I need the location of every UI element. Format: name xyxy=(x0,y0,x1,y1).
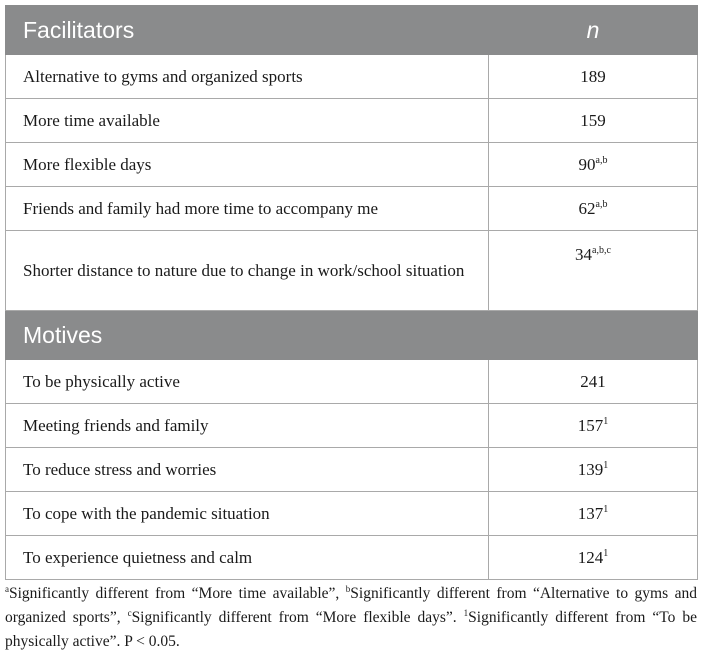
row-value: $139^1$ xyxy=(489,448,698,492)
footnote-text: Significantly different from “Alternative to gyms and organized sports”, xyxy=(5,585,697,626)
section-title: Motives xyxy=(6,311,489,360)
section-title: Facilitators xyxy=(6,6,489,55)
significance-marker: a,b,c xyxy=(592,245,611,256)
row-label: To experience quietness and calm xyxy=(6,536,489,580)
footnote-mark: 1 xyxy=(463,608,469,618)
table-row xyxy=(6,360,698,404)
table-row xyxy=(6,536,698,580)
row-value: 189 xyxy=(489,55,698,99)
table-row xyxy=(6,448,698,492)
row-label: More time available xyxy=(6,99,489,143)
row-value: $137^1$ xyxy=(489,492,698,536)
row-label: Alternative to gyms and organized sports xyxy=(6,55,489,99)
row-value: 34$^{a,b,c}$ xyxy=(489,231,698,311)
n-column-header xyxy=(489,311,698,360)
row-value: 90$^{a,b}$ xyxy=(489,143,698,187)
row-value: 159 xyxy=(489,99,698,143)
footnote-text: Significantly different from “More time available”, xyxy=(9,585,346,602)
table-row xyxy=(6,55,698,99)
row-value: $124^1$ xyxy=(489,536,698,580)
row-label: Shorter distance to nature due to change in work/school situation xyxy=(6,231,489,311)
row-value: $157^1$ xyxy=(489,404,698,448)
row-label: More flexible days xyxy=(6,143,489,187)
row-label: To cope with the pandemic situation xyxy=(6,492,489,536)
significance-marker: a,b xyxy=(595,155,608,166)
row-label: To be physically active xyxy=(6,360,489,404)
table-footnote xyxy=(5,582,697,654)
footnote-text: Significantly different from “More flexible days”. xyxy=(131,609,464,626)
row-label: Meeting friends and family xyxy=(6,404,489,448)
results-table xyxy=(5,5,698,580)
footnote-mark: a xyxy=(5,584,9,594)
significance-marker: 1 xyxy=(603,460,609,471)
table-row xyxy=(6,231,698,311)
section-header-motives xyxy=(6,311,698,360)
table-row xyxy=(6,187,698,231)
significance-marker: 1 xyxy=(603,416,609,427)
table-row xyxy=(6,492,698,536)
footnote-mark: c xyxy=(127,608,132,618)
significance-marker: a,b xyxy=(595,199,608,210)
section-header-facilitators xyxy=(6,6,698,55)
row-label: To reduce stress and worries xyxy=(6,448,489,492)
row-value: 62$^{a,b}$ xyxy=(489,187,698,231)
n-column-header: n xyxy=(489,6,698,55)
table-row xyxy=(6,404,698,448)
footnote-text: Significantly different from “To be physically active”. P < 0.05. xyxy=(5,609,697,650)
significance-marker: 1 xyxy=(603,504,609,515)
row-label: Friends and family had more time to accompany me xyxy=(6,187,489,231)
table-row xyxy=(6,99,698,143)
footnote-mark: b xyxy=(345,584,351,594)
row-value: 241 xyxy=(489,360,698,404)
significance-marker: 1 xyxy=(603,548,609,559)
table-row xyxy=(6,143,698,187)
